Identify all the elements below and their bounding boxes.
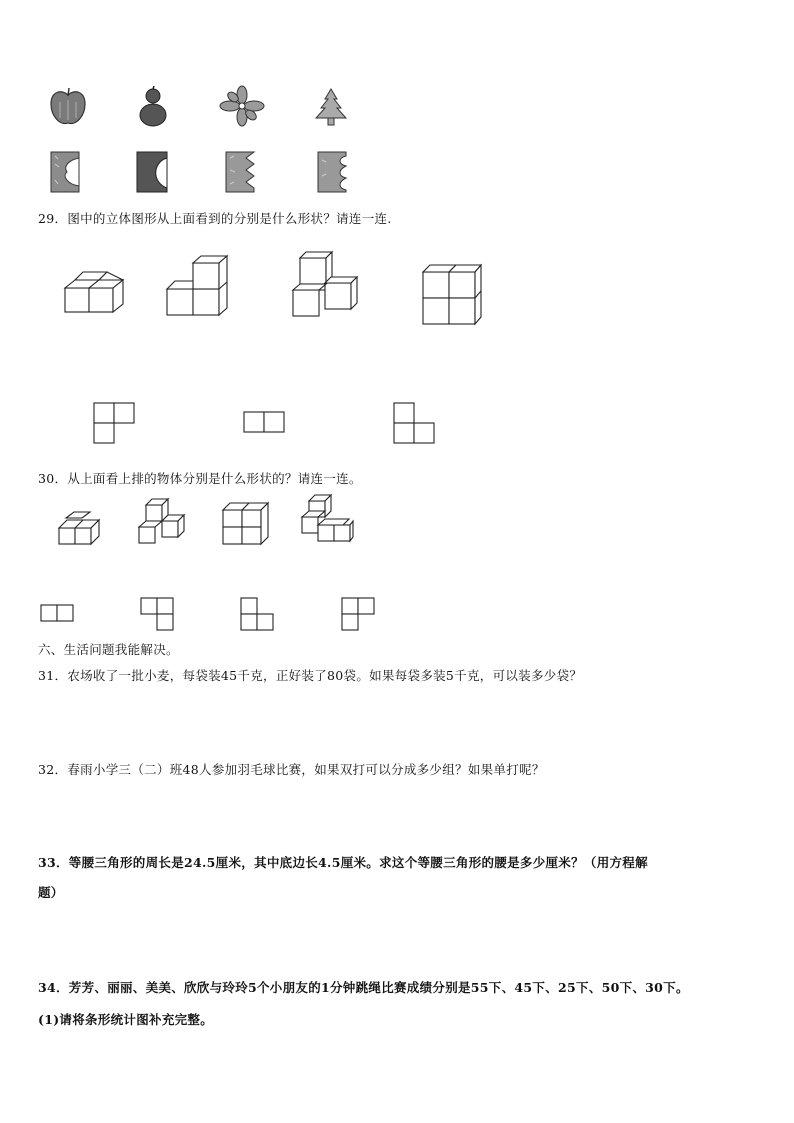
gourd-icon — [137, 86, 169, 128]
q30-view-d — [341, 597, 377, 633]
question-text: 从上面看上排的物体分别是什么形状的？请连一连。 — [67, 471, 362, 486]
q30-solid-3 — [220, 500, 270, 548]
q30-solid-2 — [136, 497, 188, 549]
q30-solid-1 — [57, 508, 105, 548]
question-33 — [38, 853, 648, 871]
q29-view-c — [393, 402, 437, 444]
cutout-leaf-icon — [49, 150, 81, 194]
question-31 — [38, 666, 582, 684]
question-32 — [38, 760, 545, 778]
q29-view-b — [243, 411, 287, 433]
q30-view-a — [40, 604, 76, 624]
cutout-zigzag-icon — [224, 150, 256, 194]
question-text: 图中的立体图形从上面看到的分别是什么形状？请连一连. — [67, 211, 392, 226]
section-6-title: 六、生活问题我能解决。 — [38, 642, 179, 657]
q29-solid-2 — [165, 255, 229, 319]
q29-solid-3 — [290, 250, 362, 320]
question-text: 芳芳、丽丽、美美、欣欣与玲玲5个小朋友的1分钟跳绳比赛成绩分别是55下、45下、25下、50下、30下。 — [68, 980, 689, 995]
q29-solid-1 — [62, 268, 132, 316]
q29-solid-4 — [420, 262, 484, 326]
cutout-wave-icon — [316, 150, 348, 194]
cutout-moon-icon — [135, 150, 169, 194]
tree-icon — [314, 88, 348, 126]
question-text: 农场收了一批小麦，每袋装45千克，正好装了80袋。如果每袋多装5千克，可以装多少袋？ — [67, 668, 583, 683]
question-number: 30． — [38, 471, 68, 486]
question-number: 32． — [38, 762, 68, 777]
question-text: 等腰三角形的周长是24.5厘米，其中底边长4.5厘米。求这个等腰三角形的腰是多少厘米？（用方程解 — [68, 855, 648, 870]
question-text: 春雨小学三（二）班48人参加羽毛球比赛，如果双打可以分成多少组？如果单打呢？ — [67, 762, 545, 777]
q30-view-c — [240, 597, 276, 633]
flower-icon — [219, 86, 265, 126]
question-30 — [38, 469, 362, 487]
q30-solid-4 — [299, 493, 355, 549]
q30-view-b — [140, 597, 176, 633]
apple-icon — [48, 86, 88, 128]
question-number: 33． — [38, 855, 69, 870]
question-number: 29． — [38, 211, 68, 226]
question-34-part-1: (1)请将条形统计图补充完整。 — [38, 1012, 214, 1027]
q29-view-a — [93, 402, 137, 444]
question-33-continued: 题） — [38, 885, 64, 900]
question-34 — [38, 978, 689, 996]
question-number: 31． — [38, 668, 68, 683]
question-number: 34． — [38, 980, 69, 995]
question-29 — [38, 209, 392, 227]
